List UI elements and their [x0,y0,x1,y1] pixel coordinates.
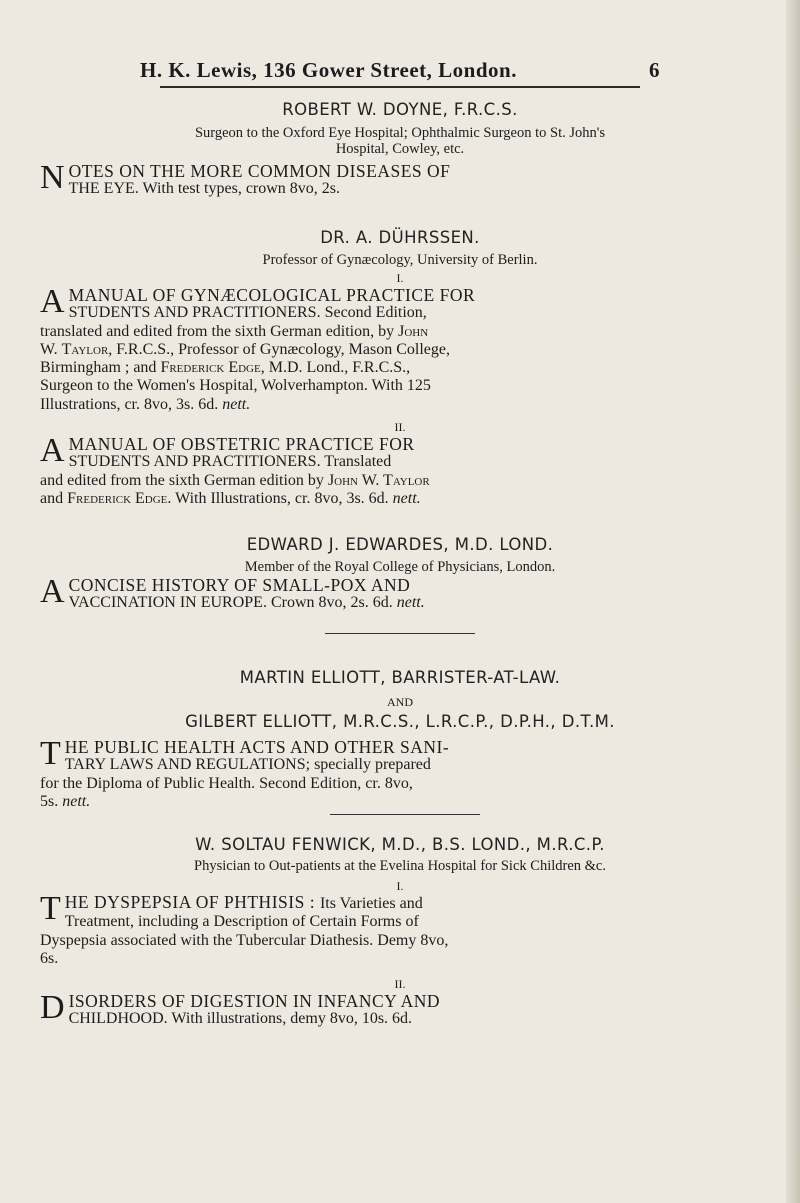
header-title: H. K. Lewis, 136 Gower Street, London. [140,58,517,82]
section-divider [325,633,475,634]
drop-cap: T [40,890,61,927]
book-entry-doyne: N OTES ON THE MORE COMMON DISEASES OF THE EYE. With test types, crown 8vo, 2s. [40,159,451,198]
section-divider [330,814,480,815]
affiliation-edwardes: Member of the Royal College of Physicians, London. [244,559,556,575]
book-entry-edwardes: A CONCISE HISTORY OF SMALL-POX AND VACCINATION IN EUROPE. Crown 8vo, 2s. 6d. nett. [40,573,425,612]
author-edwardes: EDWARD J. EDWARDES, M.D. LOND. [246,535,554,554]
conjunction-and: AND [387,695,413,709]
affiliation-duhrssen: Professor of Gynæcology, University of Berlin. [262,252,538,268]
numeral-2: II. [394,977,406,991]
book-entry-duhrssen-2: A MANUAL OF OBSTETRIC PRACTICE FOR STUDENTS AND PRACTITIONERS. Translated and edited from the sixth German edition by John W. Taylor and Frederick Edge. With Illustrations, cr. 8vo, 3s. 6d. nett. [40,432,430,507]
author-gilbert-elliott: GILBERT ELLIOTT, M.R.C.S., L.R.C.P., D.P.H., D.T.M. [185,712,615,731]
affiliation-fenwick: Physician to Out-patients at the Evelina Hospital for Sick Children &c. [194,858,606,874]
drop-cap: A [40,432,65,469]
drop-cap: A [40,573,65,610]
book-entry-fenwick-1: T HE DYSPEPSIA OF PHTHISIS : Its Varieties and Treatment, including a Description of Certain Forms of Dyspepsia associated with the Tubercular Diathesis. Demy 8vo, 6s. [40,890,449,967]
numeral-1: I. [396,879,404,893]
affiliation-doyne: Surgeon to the Oxford Eye Hospital; Ophthalmic Surgeon to St. John's Hospital, Cowley, etc. [194,125,606,157]
drop-cap: N [40,159,65,196]
book-entry-fenwick-2: D ISORDERS OF DIGESTION IN INFANCY AND CHILDHOOD. With illustrations, demy 8vo, 10s. 6d. [40,989,440,1028]
book-entry-elliott: T HE PUBLIC HEALTH ACTS AND OTHER SANI- TARY LAWS AND REGULATIONS; specially prepared for the Diploma of Public Health. Second Edition, cr. 8vo, 5s. nett. [40,735,450,810]
author-martin-elliott: MARTIN ELLIOTT, BARRISTER-AT-LAW. [239,668,561,687]
drop-cap: D [40,989,65,1026]
running-header [140,58,660,83]
header-rule [160,86,640,88]
author-duhrssen: DR. A. DÜHRSSEN. [320,228,480,247]
drop-cap: A [40,283,65,320]
drop-cap: T [40,735,61,772]
numeral-2: II. [394,420,406,434]
author-fenwick: W. SOLTAU FENWICK, M.D., B.S. LOND., M.R.C.P. [195,835,605,854]
numeral-1: I. [396,271,404,285]
page-number: 6 [649,58,660,82]
book-entry-duhrssen-1: A MANUAL OF GYNÆCOLOGICAL PRACTICE FOR STUDENTS AND PRACTITIONERS. Second Edition, translated and edited from the sixth German edition, by John W. Taylor, F.R.C.S., Professor of Gynæcology, Mason College, Birmingham ; and Frederick Edge, M.D. Lond., F.R.C.S., Surgeon to the Women's Hospital, Wolverhampton. With 125 Illustrations, cr. 8vo, 3s. 6d. nett. [40,283,476,413]
author-doyne: ROBERT W. DOYNE, F.R.C.S. [282,100,518,119]
page-edge [786,0,800,1203]
